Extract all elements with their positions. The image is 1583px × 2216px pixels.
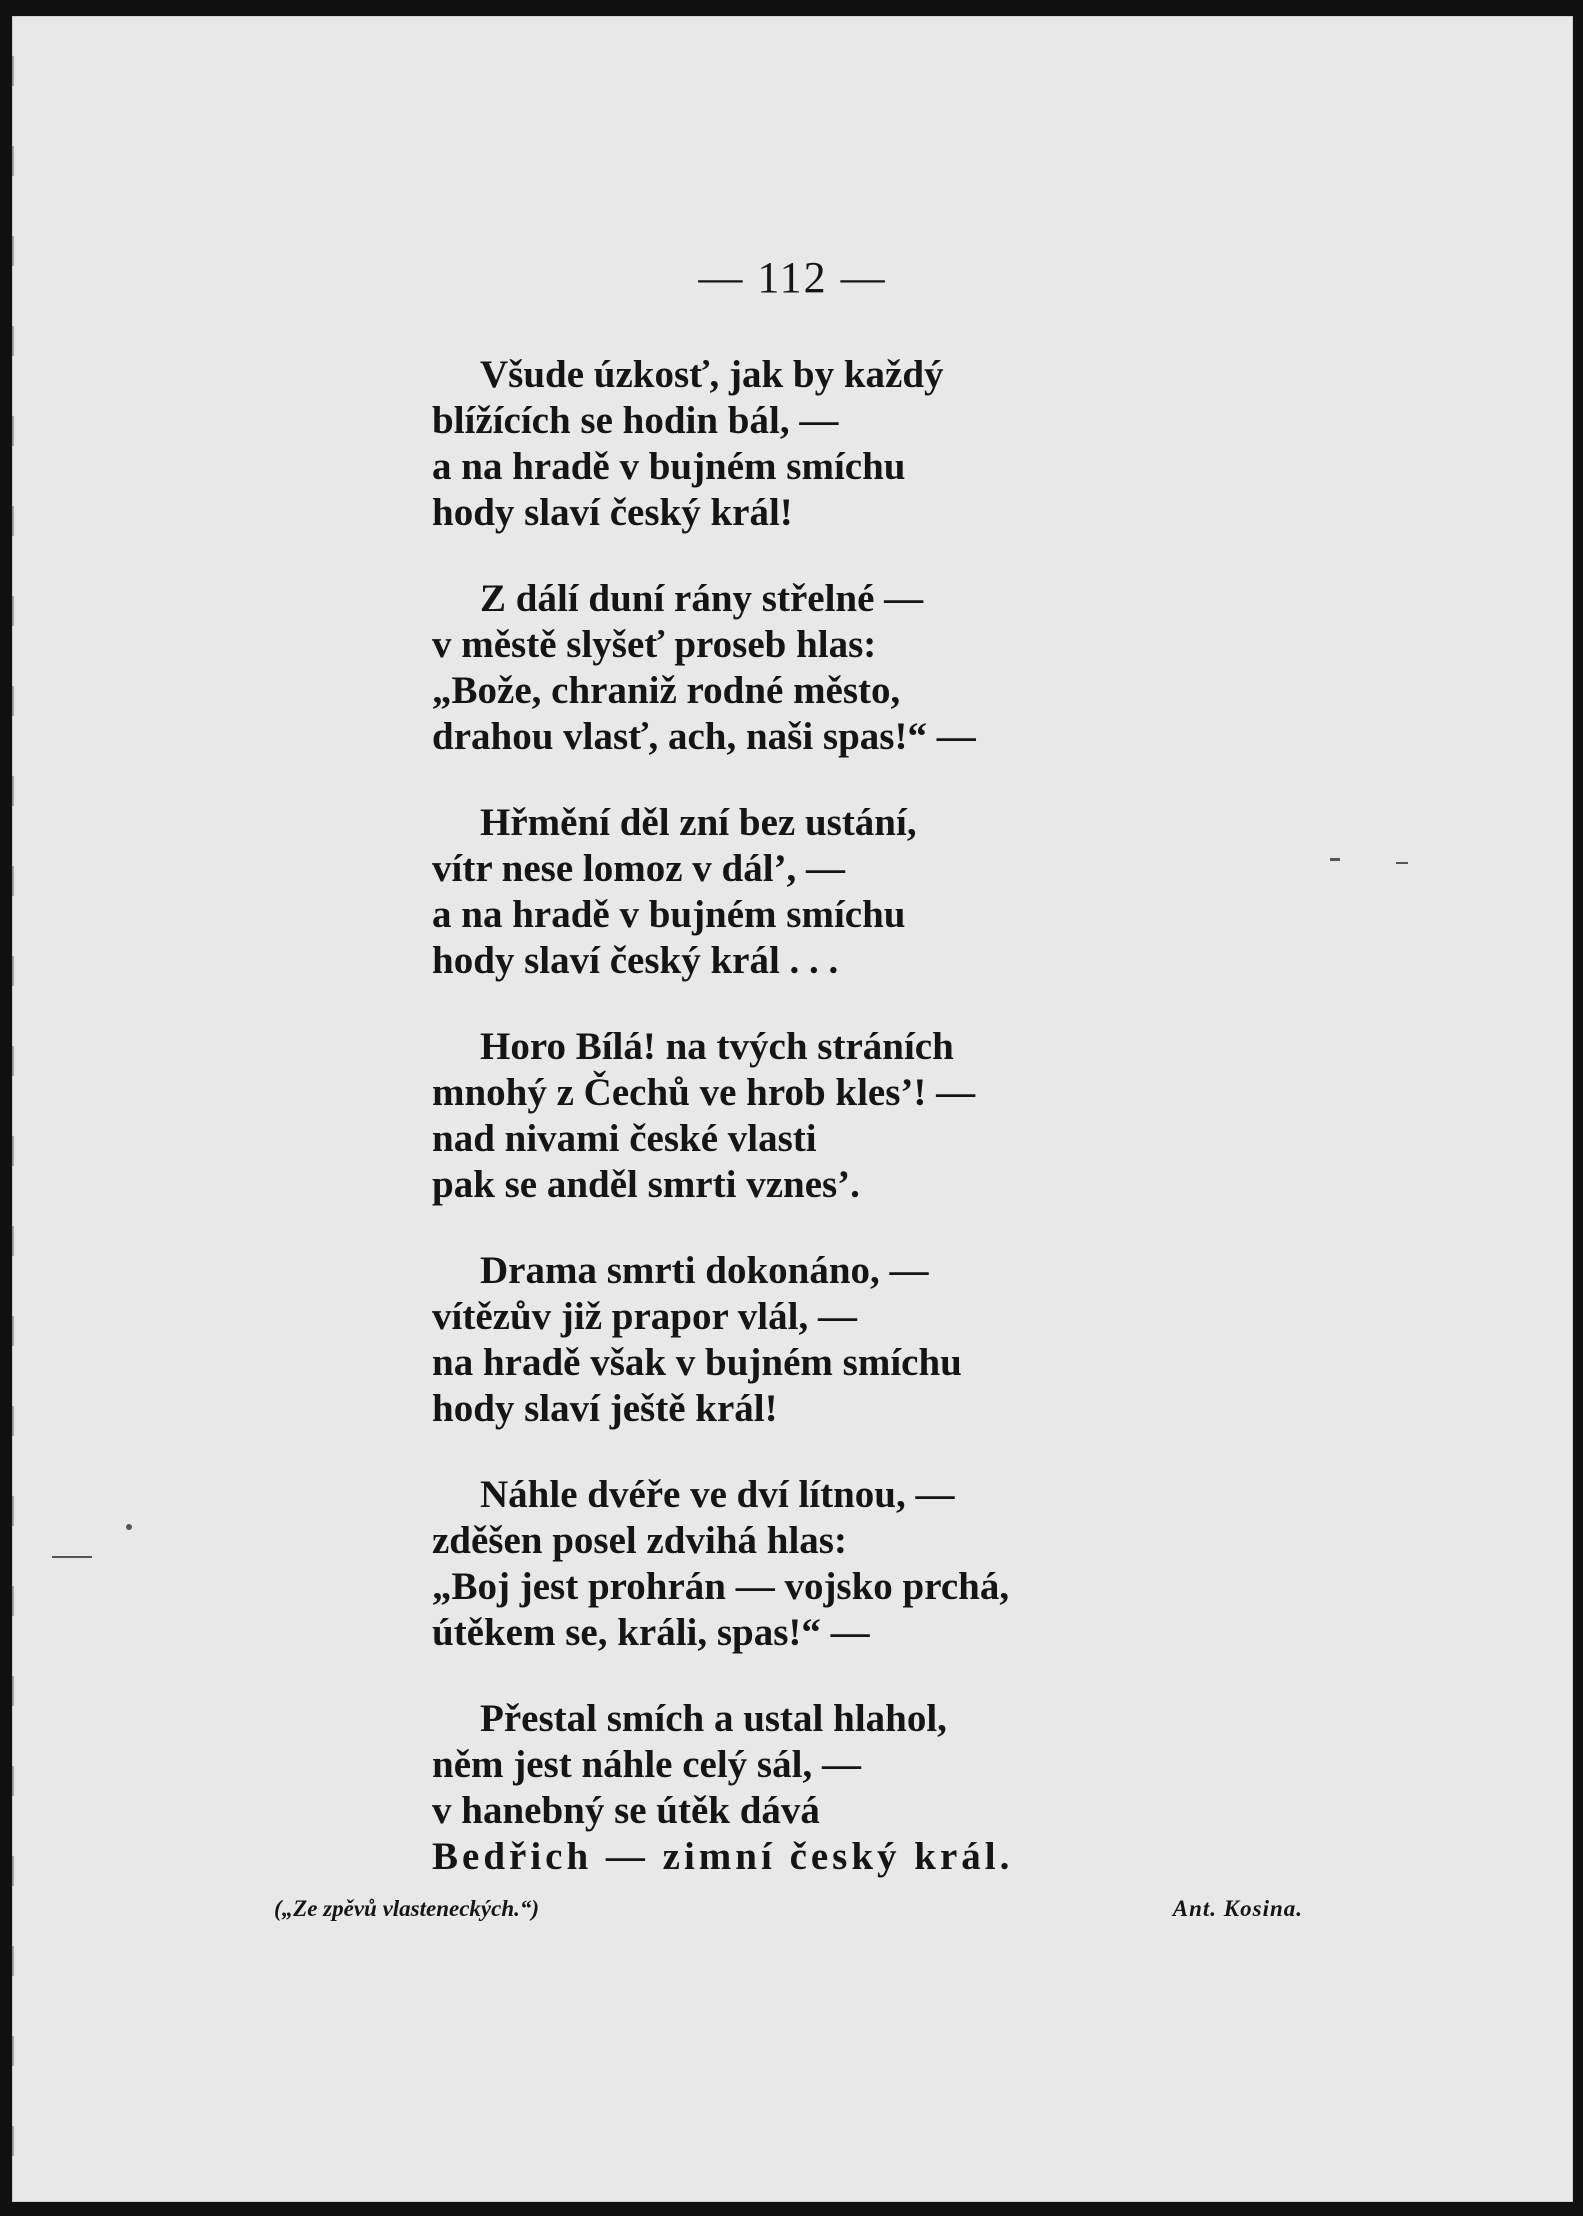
- poem-line: „Bože, chraniž rodné město,: [432, 669, 901, 712]
- poem-line: útěkem se, králi, spas!“ —: [432, 1611, 870, 1654]
- poem-line: hody slaví český král . . .: [432, 939, 839, 982]
- print-speck: [52, 1556, 92, 1558]
- poem-line: vítr nese lomoz v dál’, —: [432, 847, 846, 890]
- source-citation: („Ze zpěvů vlasteneckých.“): [274, 1896, 540, 1921]
- stanza-6: [432, 1472, 1192, 1656]
- poem-line: Z dálí duní rány střelné —: [480, 577, 924, 620]
- poem-line: něm jest náhle celý sál, —: [432, 1743, 861, 1786]
- poem-line: Bedřich — zimní český král.: [432, 1835, 1014, 1878]
- poem-line: Horo Bílá! na tvých stráních: [480, 1025, 954, 1068]
- poem-line: Drama smrti dokonáno, —: [480, 1249, 929, 1292]
- author-signature: Ant. Kosina.: [1172, 1896, 1303, 1921]
- print-speck: [126, 1524, 132, 1530]
- poem-line: a na hradě v bujném smíchu: [432, 445, 906, 488]
- poem-line: Přestal smích a ustal hlahol,: [480, 1697, 947, 1740]
- print-speck: [1330, 858, 1340, 861]
- poem-line: a na hradě v bujném smíchu: [432, 893, 906, 936]
- poem: [432, 352, 1192, 1920]
- poem-line: v městě slyšeť proseb hlas:: [432, 623, 877, 666]
- poem-line: Všude úzkosť, jak by každý: [480, 353, 944, 396]
- poem-line: Hřmění děl zní bez ustání,: [480, 801, 917, 844]
- poem-line: blížících se hodin bál, —: [432, 399, 839, 442]
- poem-line: Náhle dvéře ve dví lítnou, —: [480, 1473, 955, 1516]
- stanza-7: [432, 1696, 1192, 1880]
- poem-line: vítězův již prapor vlál, —: [432, 1295, 857, 1338]
- poem-line: hody slaví ještě král!: [432, 1387, 778, 1430]
- stanza-4: [432, 1024, 1192, 1208]
- print-speck: [1396, 862, 1408, 864]
- page-number: — 112 —: [698, 253, 887, 302]
- poem-line: mnohý z Čechů ve hrob kles’! —: [432, 1071, 976, 1114]
- poem-line: drahou vlasť, ach, naši spas!“ —: [432, 715, 976, 758]
- stanza-5: [432, 1248, 1192, 1432]
- poem-line: nad nivami české vlasti: [432, 1117, 817, 1160]
- page-edge-shadow: [12, 56, 14, 2156]
- stanza-3: [432, 800, 1192, 984]
- book-page: [12, 16, 1573, 2202]
- poem-line: „Boj jest prohrán — vojsko prchá,: [432, 1565, 1010, 1608]
- stanza-2: [432, 576, 1192, 760]
- poem-line: pak se anděl smrti vznes’.: [432, 1163, 860, 1206]
- poem-line: hody slaví český král!: [432, 491, 793, 534]
- poem-line: v hanebný se útěk dává: [432, 1789, 820, 1832]
- stanza-1: [432, 352, 1192, 536]
- poem-line: na hradě však v bujném smíchu: [432, 1341, 962, 1384]
- poem-line: zděšen posel zdvihá hlas:: [432, 1519, 847, 1562]
